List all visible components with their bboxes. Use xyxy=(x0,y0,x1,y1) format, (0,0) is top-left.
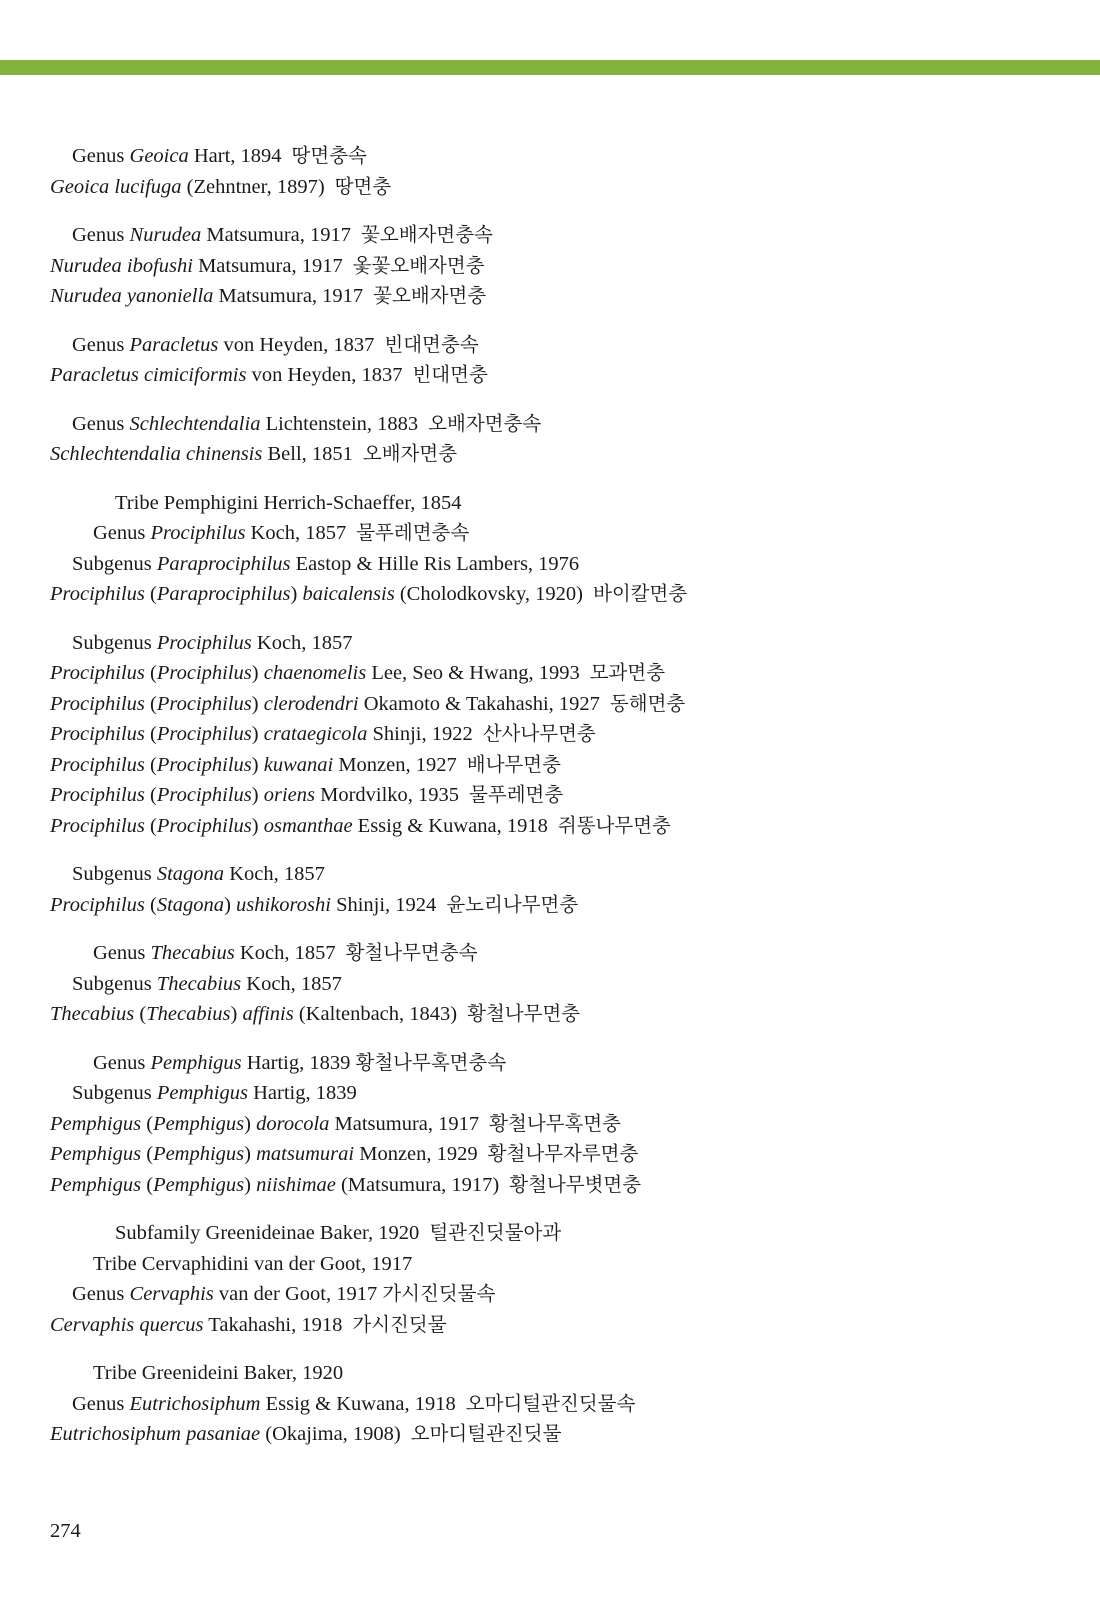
authority-text: ( xyxy=(144,662,157,684)
authority-text: (Zehntner, 1897) xyxy=(181,175,325,198)
scientific-name: Pemphigus xyxy=(153,1112,245,1135)
scientific-name: clerodendri xyxy=(263,692,359,715)
authority-text: Koch, 1857 xyxy=(241,972,342,995)
header-accent-bar xyxy=(0,60,1100,75)
authority-text: Genus xyxy=(72,1392,130,1415)
korean-name: 물푸레면충속 xyxy=(356,521,470,544)
taxon-heading xyxy=(50,488,1050,519)
authority-text: ) xyxy=(230,1003,243,1025)
korean-name: 황철나무면충속 xyxy=(345,941,478,964)
species-entry xyxy=(50,750,1050,781)
scientific-name: Cervaphis xyxy=(129,1283,214,1305)
scientific-name: Pemphigus xyxy=(153,1173,245,1196)
authority-text: ( xyxy=(141,1173,154,1196)
scientific-name: Nurudea yanoniella xyxy=(50,285,214,307)
scientific-name: Stagona xyxy=(156,863,225,885)
scientific-name: ushikoroshi xyxy=(236,893,331,916)
taxon-group xyxy=(50,141,1050,202)
scientific-name: baicalensis xyxy=(302,583,395,605)
korean-name: 바이칼면충 xyxy=(593,582,688,605)
korean-name: 오배자면충 xyxy=(362,442,458,465)
authority-text: (Cholodkovsky, 1920) xyxy=(394,583,583,605)
korean-name: 쥐똥나무면충 xyxy=(557,813,671,837)
authority-text: ( xyxy=(144,893,157,916)
korean-name: 동해면충 xyxy=(609,691,686,715)
scientific-name: kuwanai xyxy=(263,753,334,776)
korean-name: 꽃오배자면충 xyxy=(373,284,487,307)
authority-text: ) xyxy=(251,753,264,776)
scientific-name: Prociphilus xyxy=(50,784,145,806)
scientific-name: Thecabius xyxy=(156,972,242,995)
authority-text: van der Goot, 1917 xyxy=(213,1283,383,1305)
taxon-heading xyxy=(50,409,1050,440)
species-entry xyxy=(50,439,1050,470)
authority-text: Subfamily Greenideinae Baker, 1920 xyxy=(115,1222,420,1244)
korean-name: 황철나무볏면충 xyxy=(509,1172,642,1196)
scientific-name: Prociphilus xyxy=(50,723,145,745)
scientific-name: Prociphilus xyxy=(156,814,252,837)
taxon-list xyxy=(50,141,1050,1468)
authority-text: Matsumura, 1917 xyxy=(201,224,352,246)
authority-text: Lichtenstein, 1883 xyxy=(260,412,419,435)
scientific-name: Thecabius xyxy=(150,942,235,964)
korean-name: 황철나무혹면충속 xyxy=(355,1050,507,1074)
authority-text: Subgenus xyxy=(72,1082,157,1104)
taxon-heading xyxy=(50,1048,1050,1079)
scientific-name: Geoica xyxy=(129,145,189,167)
korean-name: 가시진딧물속 xyxy=(382,1282,496,1305)
scientific-name: Prociphilus xyxy=(156,784,252,806)
authority-text: Genus xyxy=(72,1283,130,1305)
scientific-name: Pemphigus xyxy=(150,1051,242,1074)
korean-name: 오마디털관진딧물 xyxy=(410,1422,562,1445)
scientific-name: matsumurai xyxy=(256,1143,355,1165)
authority-text: (Okajima, 1908) xyxy=(260,1423,401,1445)
taxon-heading xyxy=(50,1218,1050,1249)
korean-name: 물푸레면충 xyxy=(469,783,564,806)
scientific-name: Paraprociphilus xyxy=(156,583,291,605)
species-entry xyxy=(50,1139,1050,1170)
korean-name: 가시진딧물 xyxy=(352,1312,447,1336)
scientific-name: oriens xyxy=(263,784,315,806)
korean-name: 오마디털관진딧물속 xyxy=(465,1391,636,1415)
authority-text: Tribe Greenideini Baker, 1920 xyxy=(93,1362,344,1384)
authority-text: Essig & Kuwana, 1918 xyxy=(352,814,548,837)
scientific-name: dorocola xyxy=(256,1112,330,1135)
authority-text: Genus xyxy=(72,145,130,167)
scientific-name: affinis xyxy=(242,1003,294,1025)
taxon-heading xyxy=(50,969,1050,1000)
taxon-group xyxy=(50,1048,1050,1201)
scientific-name: Thecabius xyxy=(50,1003,135,1025)
authority-text: Genus xyxy=(93,942,151,964)
species-entry xyxy=(50,890,1050,921)
authority-text: Genus xyxy=(72,333,130,356)
korean-name: 옻꽃오배자면충 xyxy=(352,253,485,277)
authority-text: Bell, 1851 xyxy=(262,443,353,465)
authority-text: Genus xyxy=(72,224,130,246)
scientific-name: Schlechtendalia xyxy=(129,412,261,435)
species-entry xyxy=(50,780,1050,811)
authority-text: ( xyxy=(144,814,157,837)
taxon-group xyxy=(50,938,1050,1030)
authority-text: Genus xyxy=(72,412,130,435)
scientific-name: niishimae xyxy=(256,1173,336,1196)
authority-text: Essig & Kuwana, 1918 xyxy=(260,1392,456,1415)
scientific-name: Prociphilus xyxy=(50,662,145,684)
species-entry xyxy=(50,999,1050,1030)
korean-name: 꽃오배자면충속 xyxy=(361,223,493,246)
authority-text: Matsumura, 1917 xyxy=(192,254,343,277)
authority-text: Monzen, 1929 xyxy=(354,1143,478,1165)
authority-text: ) xyxy=(251,723,264,745)
taxon-group xyxy=(50,488,1050,610)
korean-name: 황철나무자루면충 xyxy=(487,1142,639,1165)
species-entry xyxy=(50,719,1050,750)
korean-name: 황철나무면충 xyxy=(467,1002,581,1025)
taxon-heading xyxy=(50,220,1050,251)
authority-text: Subgenus xyxy=(72,552,157,575)
taxon-heading xyxy=(50,628,1050,659)
authority-text: Tribe Cervaphidini van der Goot, 1917 xyxy=(93,1252,413,1275)
authority-text: Subgenus xyxy=(72,972,157,995)
scientific-name: Pemphigus xyxy=(156,1082,248,1104)
scientific-name: osmanthae xyxy=(263,814,353,837)
authority-text: Subgenus xyxy=(72,631,157,654)
korean-name: 모과면충 xyxy=(589,661,666,684)
korean-name: 황철나무혹면충 xyxy=(489,1111,621,1135)
scientific-name: Cervaphis quercus xyxy=(50,1313,204,1336)
scientific-name: Nurudea xyxy=(129,224,202,246)
species-entry xyxy=(50,579,1050,610)
scientific-name: Pemphigus xyxy=(153,1143,245,1165)
authority-text: ( xyxy=(144,784,157,806)
authority-text: ) xyxy=(251,692,264,715)
authority-text: Lee, Seo & Hwang, 1993 xyxy=(366,662,580,684)
authority-text: Mordvilko, 1935 xyxy=(314,784,460,806)
korean-name: 산사나무면충 xyxy=(482,722,596,745)
authority-text: Koch, 1857 xyxy=(245,522,347,544)
scientific-name: Eutrichosiphum xyxy=(129,1392,261,1415)
authority-text: ( xyxy=(144,723,157,745)
scientific-name: Prociphilus xyxy=(50,583,145,605)
authority-text: ( xyxy=(144,692,157,715)
page-number: 274 xyxy=(50,1520,81,1542)
authority-text: ( xyxy=(144,583,157,605)
authority-text: Koch, 1857 xyxy=(251,631,353,654)
scientific-name: Pemphigus xyxy=(50,1173,142,1196)
authority-text: Koch, 1857 xyxy=(234,942,336,964)
scientific-name: Pemphigus xyxy=(50,1143,142,1165)
authority-text: Hart, 1894 xyxy=(188,145,282,167)
scientific-name: Paracletus cimiciformis xyxy=(50,364,247,386)
korean-name: 배나무면충 xyxy=(466,752,561,776)
species-entry xyxy=(50,1419,1050,1450)
scientific-name: Eutrichosiphum pasaniae xyxy=(50,1423,261,1445)
taxon-group xyxy=(50,1358,1050,1450)
authority-text: Tribe Pemphigini Herrich-Schaeffer, 1854 xyxy=(115,491,462,514)
scientific-name: Prociphilus xyxy=(156,692,252,715)
authority-text: von Heyden, 1837 xyxy=(246,364,403,386)
authority-text: ) xyxy=(244,1173,257,1196)
korean-name: 오배자면충속 xyxy=(428,411,542,435)
scientific-name: Prociphilus xyxy=(156,662,252,684)
korean-name: 땅면충 xyxy=(334,174,392,198)
authority-text: (Matsumura, 1917) xyxy=(335,1173,500,1196)
taxon-heading xyxy=(50,330,1050,361)
taxon-heading xyxy=(50,1279,1050,1310)
scientific-name: Prociphilus xyxy=(156,723,252,745)
scientific-name: Prociphilus xyxy=(150,522,246,544)
species-entry xyxy=(50,281,1050,312)
authority-text: Okamoto & Takahashi, 1927 xyxy=(358,692,600,715)
authority-text: Takahashi, 1918 xyxy=(203,1313,343,1336)
scientific-name: Prociphilus xyxy=(50,814,145,837)
taxon-heading xyxy=(50,1249,1050,1280)
taxon-group xyxy=(50,628,1050,842)
scientific-name: Prociphilus xyxy=(156,631,252,654)
taxon-group xyxy=(50,409,1050,470)
authority-text: ) xyxy=(290,583,303,605)
taxon-heading xyxy=(50,549,1050,580)
species-entry xyxy=(50,172,1050,203)
authority-text: ) xyxy=(251,662,264,684)
authority-text: Eastop & Hille Ris Lambers, 1976 xyxy=(290,552,580,575)
scientific-name: Thecabius xyxy=(146,1003,231,1025)
taxon-group xyxy=(50,859,1050,920)
taxon-heading xyxy=(50,1078,1050,1109)
species-entry xyxy=(50,658,1050,689)
korean-name: 빈대면충 xyxy=(412,363,488,386)
taxon-heading xyxy=(50,938,1050,969)
authority-text: ( xyxy=(144,753,157,776)
taxon-group xyxy=(50,1218,1050,1340)
authority-text: Koch, 1857 xyxy=(224,863,325,885)
authority-text: Genus xyxy=(93,522,151,544)
taxon-group xyxy=(50,330,1050,391)
authority-text: Shinji, 1922 xyxy=(367,723,473,745)
authority-text: ( xyxy=(141,1143,154,1165)
authority-text: Genus xyxy=(93,1051,151,1074)
korean-name: 빈대면충속 xyxy=(384,332,479,356)
scientific-name: chaenomelis xyxy=(263,662,367,684)
scientific-name: Prociphilus xyxy=(156,753,252,776)
scientific-name: Stagona xyxy=(156,893,225,916)
korean-name: 땅면충속 xyxy=(291,144,367,167)
taxon-heading xyxy=(50,1389,1050,1420)
species-entry xyxy=(50,811,1050,842)
authority-text: ) xyxy=(251,784,264,806)
species-entry xyxy=(50,251,1050,282)
taxon-group xyxy=(50,220,1050,312)
taxon-heading xyxy=(50,1358,1050,1389)
scientific-name: Nurudea ibofushi xyxy=(50,254,193,277)
authority-text: Hartig, 1839 xyxy=(247,1082,357,1104)
taxon-heading xyxy=(50,141,1050,172)
scientific-name: Paracletus xyxy=(129,333,219,356)
authority-text: Shinji, 1924 xyxy=(330,893,437,916)
authority-text: Matsumura, 1917 xyxy=(329,1112,480,1135)
authority-text: Hartig, 1839 xyxy=(241,1051,356,1074)
scientific-name: crataegicola xyxy=(263,723,368,745)
species-entry xyxy=(50,1170,1050,1201)
authority-text: Matsumura, 1917 xyxy=(213,285,364,307)
scientific-name: Pemphigus xyxy=(50,1112,142,1135)
authority-text: ) xyxy=(244,1112,257,1135)
authority-text: Subgenus xyxy=(72,863,157,885)
korean-name: 털관진딧물아과 xyxy=(429,1221,562,1244)
taxon-heading xyxy=(50,518,1050,549)
authority-text: ( xyxy=(141,1112,154,1135)
authority-text: von Heyden, 1837 xyxy=(218,333,375,356)
scientific-name: Prociphilus xyxy=(50,753,145,776)
authority-text: Monzen, 1927 xyxy=(333,753,457,776)
authority-text: ) xyxy=(224,893,237,916)
korean-name: 윤노리나무면충 xyxy=(446,892,579,916)
scientific-name: Prociphilus xyxy=(50,893,145,916)
scientific-name: Schlechtendalia chinensis xyxy=(50,443,263,465)
authority-text: ( xyxy=(134,1003,147,1025)
species-entry xyxy=(50,689,1050,720)
taxon-heading xyxy=(50,859,1050,890)
species-entry xyxy=(50,1109,1050,1140)
species-entry xyxy=(50,360,1050,391)
scientific-name: Paraprociphilus xyxy=(156,552,291,575)
species-entry xyxy=(50,1310,1050,1341)
scientific-name: Prociphilus xyxy=(50,692,145,715)
authority-text: ) xyxy=(251,814,264,837)
scientific-name: Geoica lucifuga xyxy=(50,175,182,198)
authority-text: ) xyxy=(244,1143,257,1165)
authority-text: (Kaltenbach, 1843) xyxy=(293,1003,458,1025)
